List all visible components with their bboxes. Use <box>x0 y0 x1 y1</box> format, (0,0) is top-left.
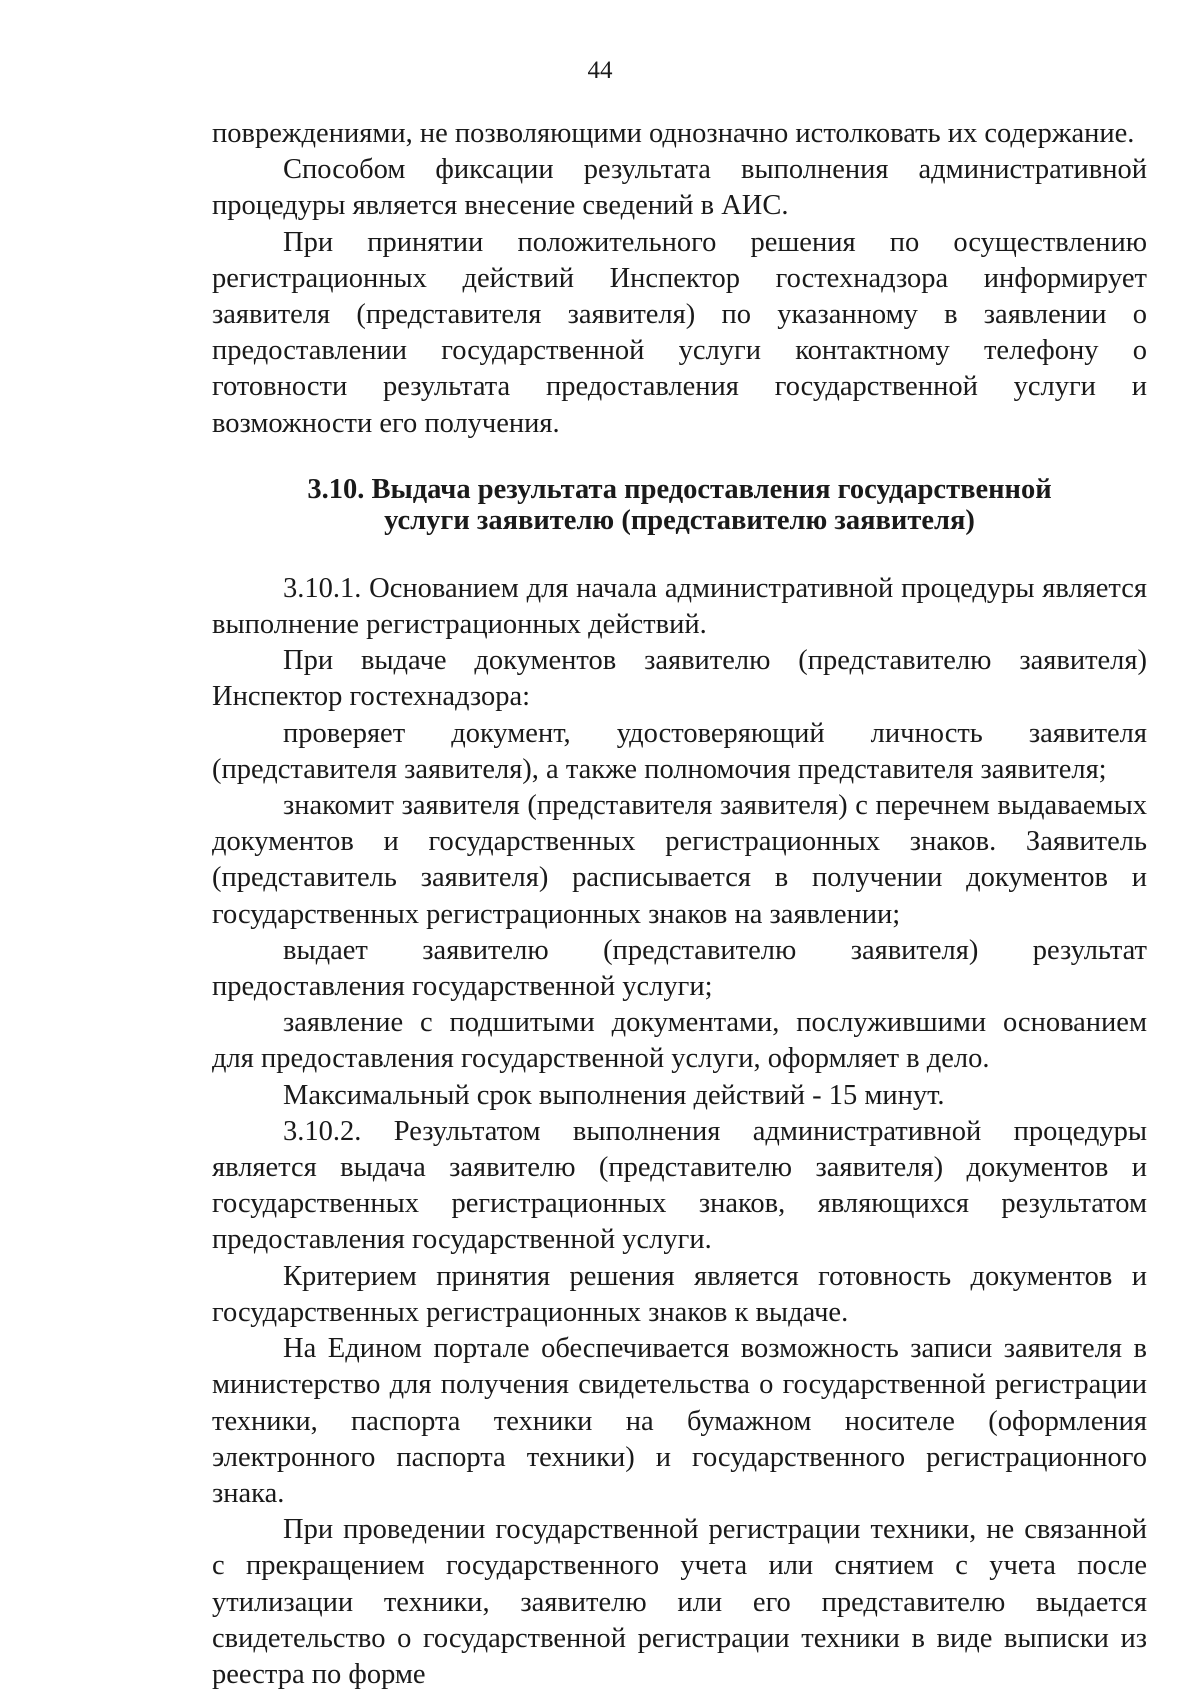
paragraph: заявление с подшитыми документами, послужившими основанием для предоставления государственной услуги, оформляет в дело. <box>212 1007 1147 1075</box>
section-heading-line-1: 3.10. Выдача результата предоставления государственной <box>307 473 1052 505</box>
paragraph: знакомит заявителя (представителя заявителя) с перечнем выдаваемых документов и государственных регистрационных знаков. Заявитель (представитель заявителя) расписывается в получении документов и государственных регистрационных знаков на заявлении; <box>212 790 1147 930</box>
paragraph: Способом фиксации результата выполнения административной процедуры является внесение сведений в АИС. <box>212 154 1147 222</box>
paragraph-continuation: повреждениями, не позволяющими однозначно истолковать их содержание. <box>212 118 1135 149</box>
paragraph: проверяет документ, удостоверяющий личность заявителя (представителя заявителя), а также полномочия представителя заявителя; <box>212 717 1147 785</box>
section-heading-line-2: услуги заявителю (представителю заявителя) <box>384 504 975 536</box>
paragraph: При проведении государственной регистрации техники, не связанной с прекращением государственного учета или снятием с учета после утилизации техники, заявителю или его представителю выдается свидетельство о государственной регистрации техники в виде выписки из реестра по форме <box>212 1514 1147 1690</box>
paragraph: При выдаче документов заявителю (представителю заявителя) Инспектор гостехнадзора: <box>212 645 1147 713</box>
paragraph: выдает заявителю (представителю заявителя) результат предоставления государственной услуги; <box>212 934 1147 1003</box>
paragraph: 3.10.2. Результатом выполнения административной процедуры является выдача заявителю (представителю заявителя) документов и государственных регистрационных знаков, являющихся результатом предоставления государственной услуги. <box>212 1115 1147 1256</box>
document-body <box>212 116 1147 1693</box>
paragraph: 3.10.1. Основанием для начала административной процедуры является выполнение регистрационных действий. <box>212 572 1147 641</box>
paragraph: На Едином портале обеспечивается возможность записи заявителя в министерство для получения свидетельства о государственной регистрации техники, паспорта техники на бумажном носителе (оформления электронного паспорта техники) и государственного регистрационного знака. <box>212 1333 1147 1509</box>
section-heading <box>212 474 1147 536</box>
paragraph: Максимальный срок выполнения действий - 15 минут. <box>283 1079 945 1111</box>
paragraph: Критерием принятия решения является готовность документов и государственных регистрационных знаков к выдаче. <box>212 1260 1147 1328</box>
paragraph: При принятии положительного решения по осуществлению регистрационных действий Инспектор гостехнадзора информирует заявителя (представителя заявителя) по указанному в заявлении о предоставлении государственной услуги контактному телефону о готовности результата предоставления государственной услуги и возможности его получения. <box>212 226 1147 439</box>
page-number: 44 <box>587 57 613 84</box>
